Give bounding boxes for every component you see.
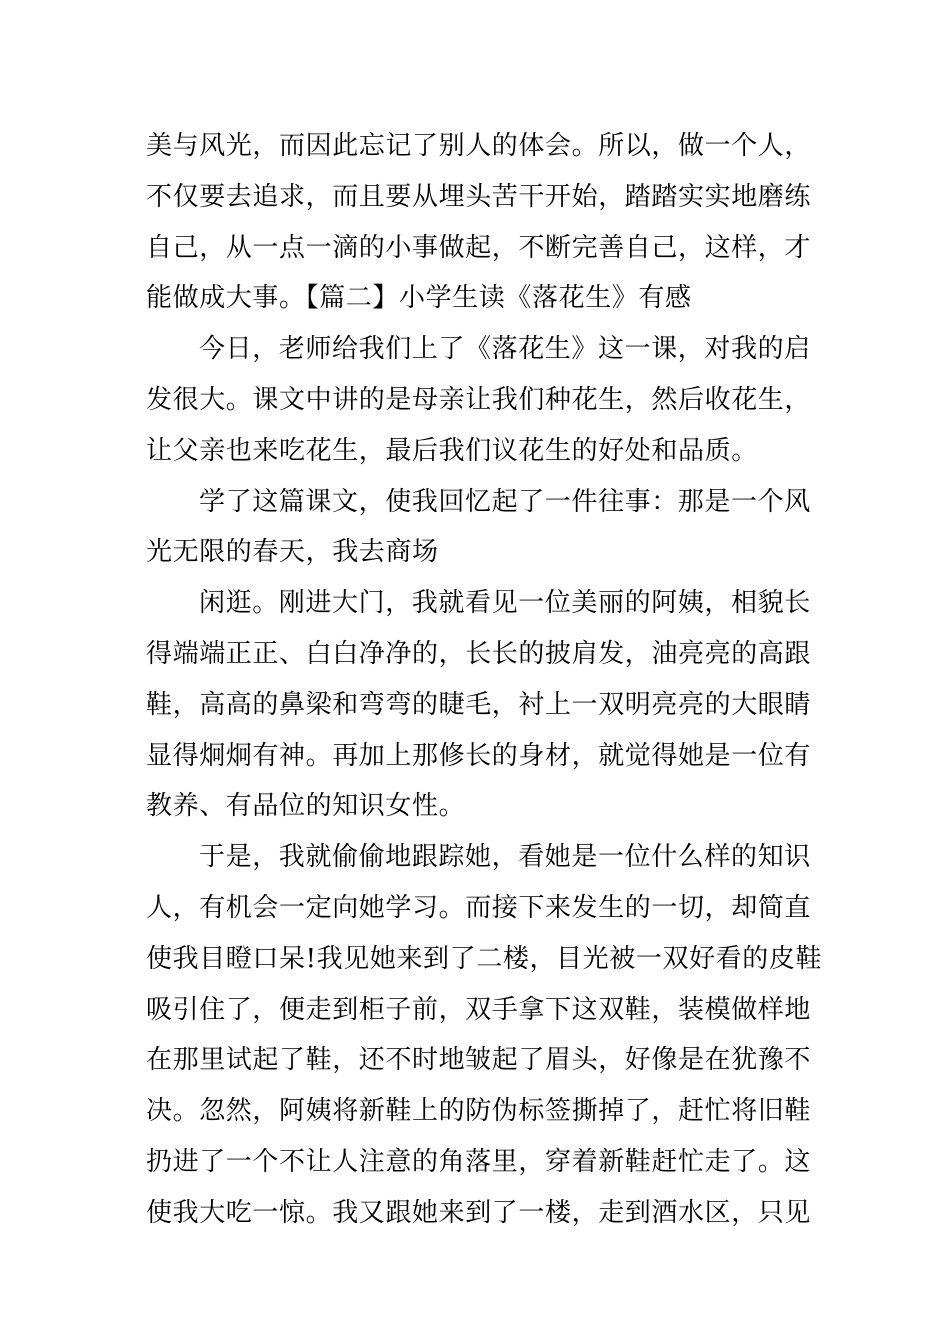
text-line: 发很大。课文中讲的是母亲让我们种花生，然后收花生， (146, 384, 812, 415)
text-line: 教养、有品位的知识女性。 (146, 791, 466, 822)
paragraph-first-line: 学了这篇课文，使我回忆起了一件往事：那是一个风 (199, 486, 811, 517)
text-line: 人，有机会一定向她学习。而接下来发生的一切，却简直 (146, 892, 812, 923)
text-line: 使我大吃一惊。我又跟她来到了一楼，走到酒水区，只见 (146, 1197, 812, 1228)
paragraph-first-line: 闲逛。刚进大门，我就看见一位美丽的阿姨，相貌长 (199, 588, 811, 619)
paragraph-first-line: 今日，老师给我们上了《落花生》这一课，对我的启 (199, 334, 811, 365)
text-line: 让父亲也来吃花生，最后我们议花生的好处和品质。 (146, 435, 758, 466)
text-line: 鞋，高高的鼻梁和弯弯的睫毛，衬上一双明亮亮的大眼睛 (146, 689, 812, 720)
text-line: 光无限的春天，我去商场 (146, 537, 439, 568)
text-line: 显得炯炯有神。再加上那修长的身材，就觉得她是一位有 (146, 740, 812, 771)
paragraph-first-line: 于是，我就偷偷地跟踪她，看她是一位什么样的知识 (199, 842, 811, 873)
text-line: 得端端正正、白白净净的，长长的披肩发，油亮亮的高跟 (146, 638, 812, 669)
text-line: 能做成大事。【篇二】小学生读《落花生》有感 (146, 283, 692, 314)
text-line: 在那里试起了鞋，还不时地皱起了眉头，好像是在犹豫不 (146, 1045, 812, 1076)
text-line: 决。忽然，阿姨将新鞋上的防伪标签撕掉了，赶忙将旧鞋 (146, 1096, 812, 1127)
text-line: 扔进了一个不让人注意的角落里，穿着新鞋赶忙走了。这 (146, 1146, 812, 1177)
document-body (146, 121, 823, 1239)
text-line: 美与风光，而因此忘记了别人的体会。所以，做一个人， (146, 131, 812, 161)
text-line: 吸引住了，便走到柜子前，双手拿下这双鞋，装模做样地 (146, 994, 812, 1025)
text-line: 不仅要去追求，而且要从埋头苦干开始，踏踏实实地磨练 (146, 181, 812, 212)
text-line: 自己，从一点一滴的小事做起，不断完善自己，这样，才 (146, 232, 812, 263)
text-line: 使我目瞪口呆!我见她来到了二楼，目光被一双好看的皮鞋 (146, 943, 823, 974)
